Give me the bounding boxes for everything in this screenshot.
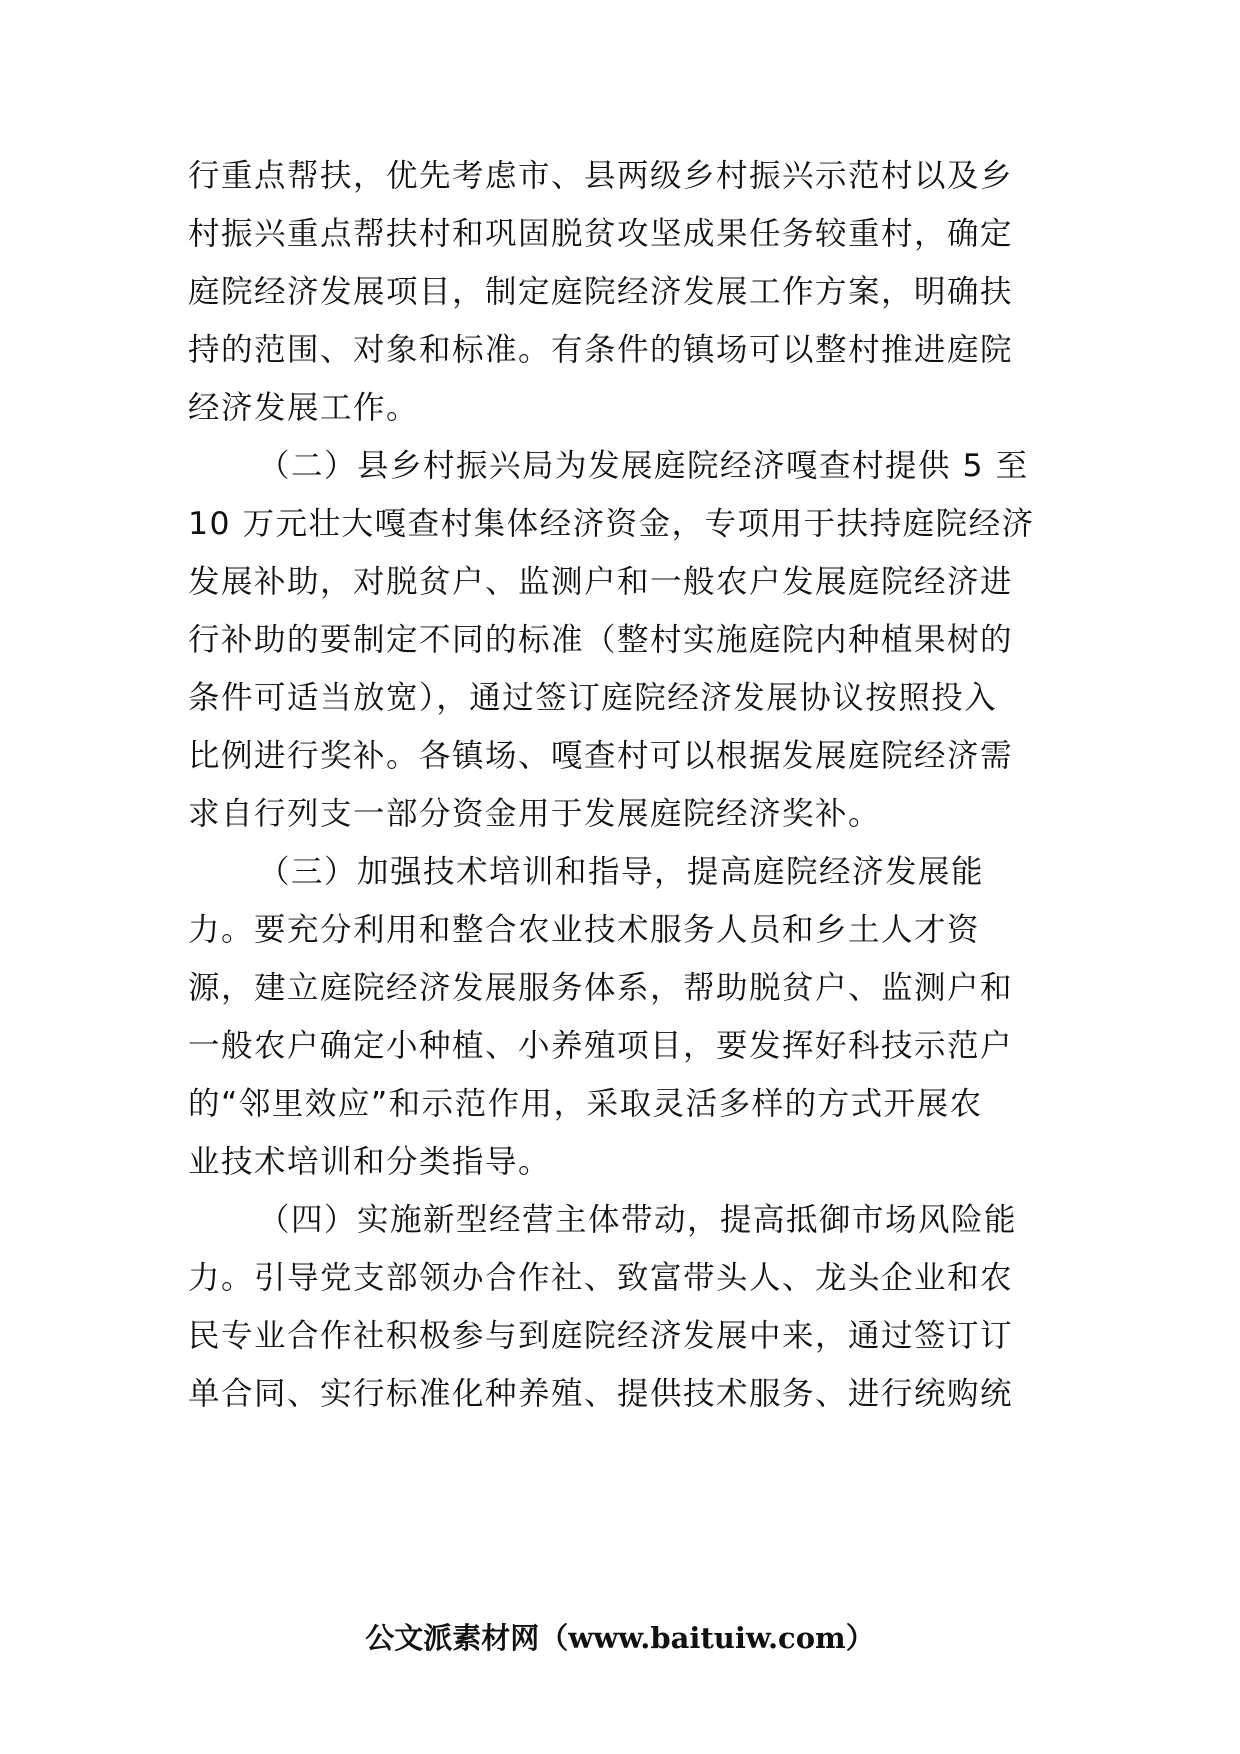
paragraph-2-first-line: （二）县乡村振兴局为发展庭院经济嘎查村提供 5 至 <box>258 448 1029 484</box>
text-line: 庭院经济发展项目，制定庭院经济发展工作方案，明确扶 <box>188 274 1014 310</box>
text-line: 行重点帮扶，优先考虑市、县两级乡村振兴示范村以及乡 <box>188 158 1014 194</box>
text-line: 发展补助，对脱贫户、监测户和一般农户发展庭院经济进 <box>188 564 1014 600</box>
text-line: 求自行列支一部分资金用于发展庭院经济奖补。 <box>188 796 882 832</box>
text-line: 力。要充分利用和整合农业技术服务人员和乡土人才资 <box>188 912 981 948</box>
text-line: 条件可适当放宽），通过签订庭院经济发展协议按照投入 <box>188 680 998 716</box>
text-line: 经济发展工作。 <box>188 390 420 426</box>
text-line: 力。引导党支部领办合作社、致富带头人、龙头企业和农 <box>188 1260 1014 1296</box>
text-line: 单合同、实行标准化种养殖、提供技术服务、进行统购统 <box>188 1376 1014 1412</box>
text-line: 村振兴重点帮扶村和巩固脱贫攻坚成果任务较重村，确定 <box>188 216 1014 252</box>
text-line: 10 万元壮大嘎查村集体经济资金，专项用于扶持庭院经济 <box>188 506 1035 542</box>
text-line: 比例进行奖补。各镇场、嘎查村可以根据发展庭院经济需 <box>188 738 1014 774</box>
paragraph-3-first-line: （三）加强技术培训和指导，提高庭院经济发展能 <box>258 854 985 890</box>
text-line: 的“邻里效应”和示范作用，采取灵活多样的方式开展农 <box>188 1086 983 1122</box>
text-line: 源，建立庭院经济发展服务体系，帮助脱贫户、监测户和 <box>188 970 1014 1006</box>
text-line: 业技术培训和分类指导。 <box>188 1144 552 1180</box>
text-line: 持的范围、对象和标准。有条件的镇场可以整村推进庭院 <box>188 332 1014 368</box>
paragraph-4-first-line: （四）实施新型经营主体带动，提高抵御市场风险能 <box>258 1202 1018 1238</box>
footer-watermark: 公文派素材网（www.baituiw.com） <box>365 1621 875 1655</box>
text-line: 一般农户确定小种植、小养殖项目，要发挥好科技示范户 <box>188 1028 1014 1064</box>
text-line: 行补助的要制定不同的标准（整村实施庭院内种植果树的 <box>188 622 1014 658</box>
text-line: 民专业合作社积极参与到庭院经济发展中来，通过签订订 <box>188 1318 1014 1354</box>
